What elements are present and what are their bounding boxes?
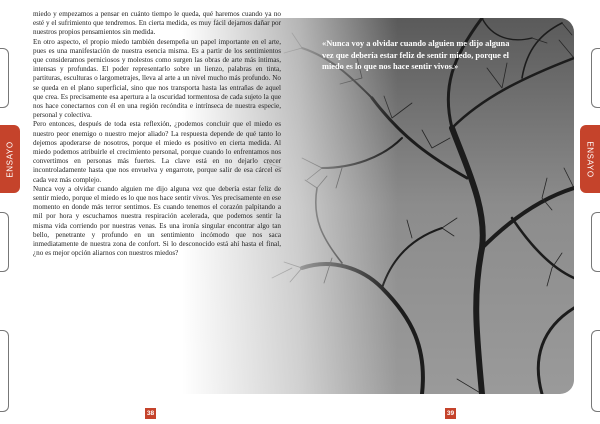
paragraph: Nunca voy a olvidar cuando alguien me dijo alguna vez que debería estar feliz de sentir miedo, porque el miedo es lo que nos hace sentir vivos. Yes precisamente en ese momento en donde más terror sentimos. Es cuando tenemos el corazón palpitando a mil por hora y escuchamos nuestra respiración acelerada, que podemos sentir la misma vida corriendo por nuestras venas. Es una ironía singular encontrar algo tan bello, penetrante y profundo en un sentimiento incómodo que nos saca inmediatamente de nuestra zona de confort. Si lo desconocido está ahí hasta el final, ¿no es mejor opción aliarnos con nuestros miedos?	[33, 184, 281, 258]
pull-quote: «Nunca voy a olvidar cuando alguien me dijo alguna vez que debería estar feliz de sentir miedo, porque el miedo es lo que nos hace sentir vivos.»	[322, 39, 510, 72]
side-rule-top-left	[0, 48, 9, 108]
paragraph: Pero entonces, después de toda esta reflexión, ¿podemos concluir que el miedo es nuestro peor enemigo o nuestro mejor aliado? La respuesta depende de qué tanto lo dejemos apoderarse de nosotros, porque el miedo es positivo en cierta medida. Al miedo podemos atribuirle el crecimiento personal, porque cuando lo enfrentamos nos convertimos en personas más fuertes. La clave está en no dejarlo crecer incontroladamente hasta que nos envuelva y engarrote, porque salir de esa cárcel es cada vez más complejo.	[33, 120, 281, 184]
side-rule-bottom-left	[0, 330, 9, 412]
page-number-right: 39	[446, 410, 455, 417]
page-number-left: 38	[146, 410, 155, 417]
section-label-right: ENSAYO	[585, 140, 595, 178]
section-label-left: ENSAYO	[5, 140, 15, 178]
section-tab-right	[580, 125, 600, 193]
paragraph: En otro aspecto, el propio miedo también desempeña un papel importante en el arte, pues es una manifestación de nuestra esencia misma. Es a partir de los sentimientos que consideramos perniciosos y molestos como surgen las obras de arte más íntimas, intensas y profundas. El poder representarlo sobre un lienzo, palabras en tinta, partituras, esculturas o largometrajes, lleva al arte a un nivel mucho más profundo. No se queda en el plano superficial, sino que nos transporta hasta las entrañas de aquel que crea. Es precisamente esa apertura a la oscuridad tormentosa de cada sujeto la que nos hace conectarnos con él en una región recóndita e intrínseca de nuestra especie, personal y colectiva.	[33, 37, 281, 120]
side-rule-mid-right	[591, 212, 600, 272]
section-tab-left	[0, 125, 20, 193]
left-page-body-text	[33, 10, 281, 258]
side-rule-bottom-right	[591, 330, 600, 412]
side-rule-mid-left	[0, 212, 9, 272]
side-rule-top-right	[591, 48, 600, 108]
paragraph: miedo y empezamos a pensar en cuánto tiempo le queda, qué haremos cuando ya no esté y el sufrimiento que tendremos. En cierta medida, es muy fácil dejarnos dañar por nuestros propios pensamientos sin medida.	[33, 10, 281, 37]
